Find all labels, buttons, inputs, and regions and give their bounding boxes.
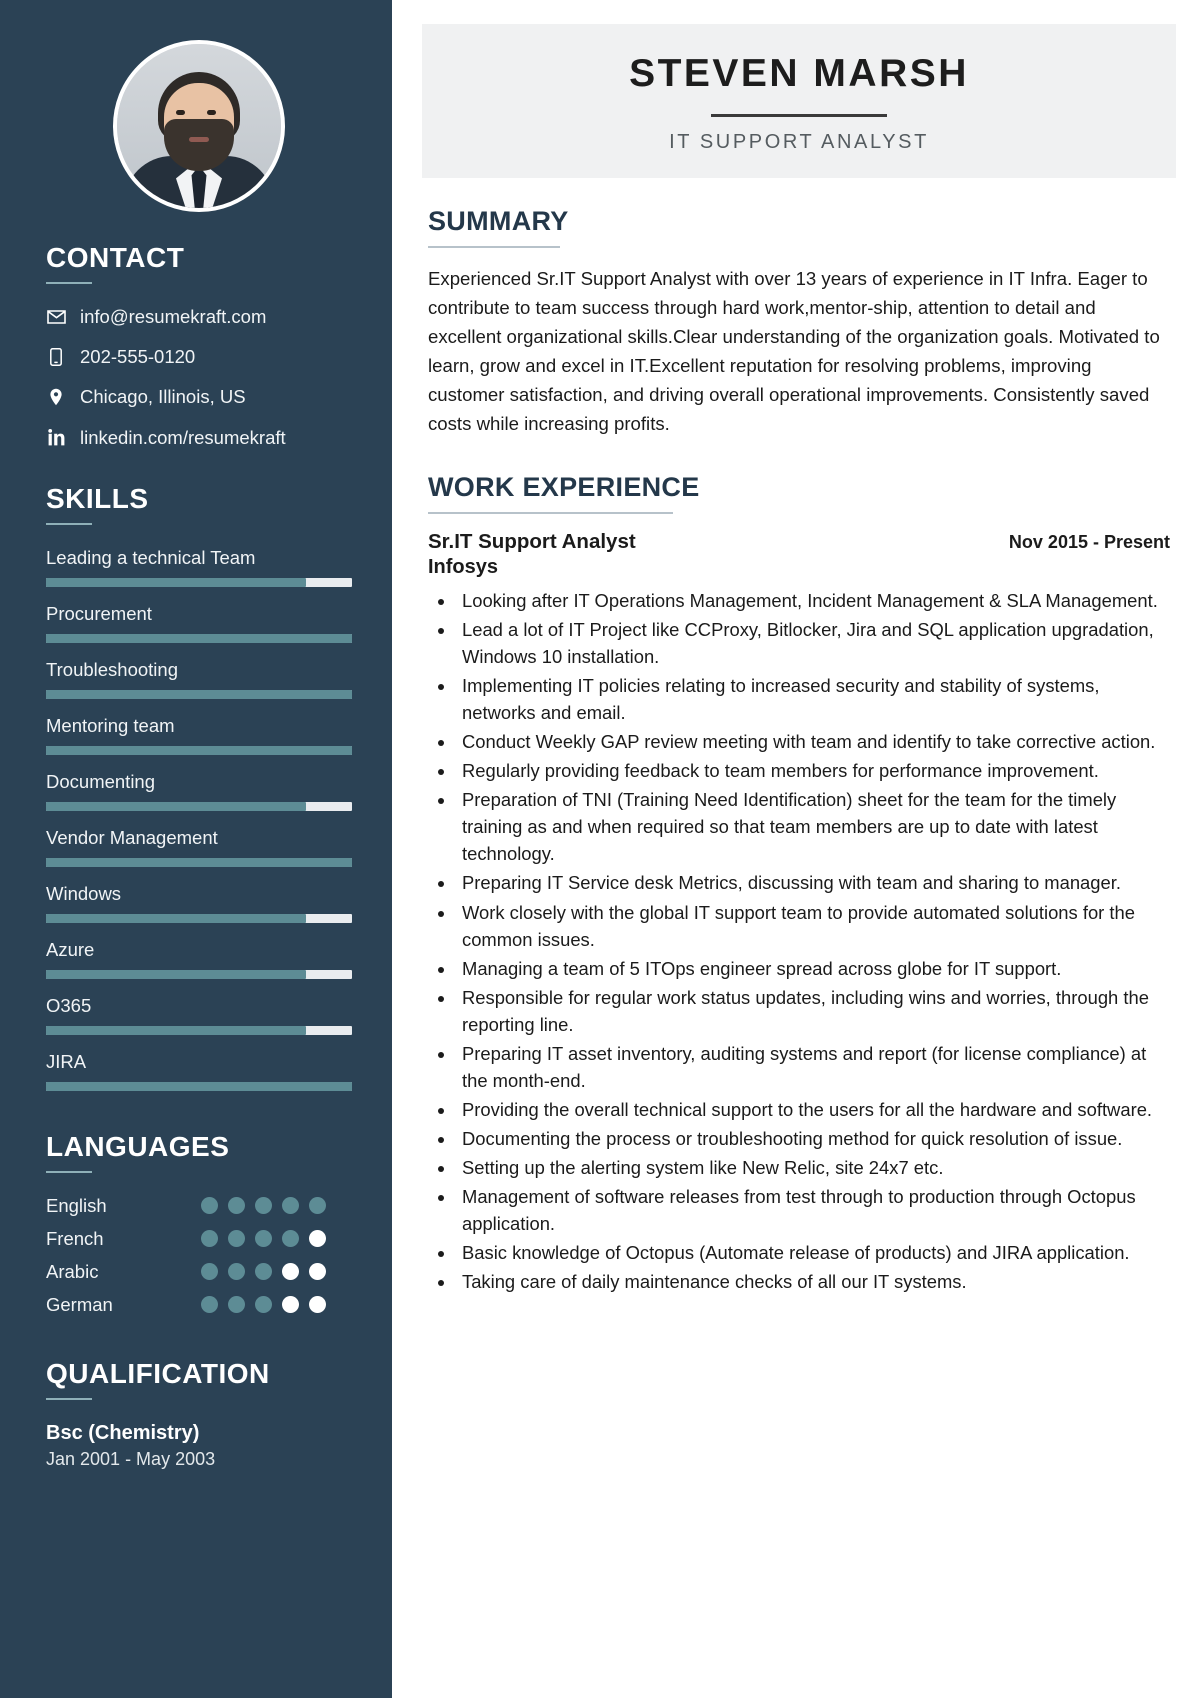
work-experience-heading: WORK EXPERIENCE bbox=[428, 472, 700, 502]
work-experience-heading-rule bbox=[428, 512, 673, 514]
contact-email-text: info@resumekraft.com bbox=[80, 306, 267, 327]
skill-bar-fill bbox=[46, 1026, 306, 1035]
languages-list bbox=[46, 1195, 352, 1316]
job-bullet: • Preparing IT asset inventory, auditing systems and report (for license compliance) at the month-end. bbox=[456, 1040, 1170, 1094]
language-level-dot bbox=[282, 1296, 299, 1313]
languages-section bbox=[0, 1131, 398, 1316]
skill-item bbox=[46, 715, 352, 755]
job-header bbox=[428, 530, 1170, 554]
contact-heading: CONTACT bbox=[46, 242, 185, 273]
skill-label: Procurement bbox=[46, 602, 152, 624]
language-level-dots bbox=[201, 1230, 326, 1247]
job-title-subtitle: IT SUPPORT ANALYST bbox=[669, 131, 929, 153]
qualification-heading: QUALIFICATION bbox=[46, 1357, 270, 1389]
skill-bar bbox=[46, 690, 352, 699]
job-role: Sr.IT Support Analyst bbox=[428, 530, 636, 553]
contact-item-phone[interactable] bbox=[46, 346, 352, 368]
skill-label: Vendor Management bbox=[46, 826, 218, 848]
language-level-dot bbox=[201, 1197, 218, 1214]
linkedin-icon bbox=[46, 429, 66, 446]
qualification-heading-rule bbox=[46, 1398, 92, 1400]
skill-bar-fill bbox=[46, 1082, 352, 1091]
skill-label: O365 bbox=[46, 994, 92, 1016]
job-bullet: • Conduct Weekly GAP review meeting with team and identify to take corrective action. bbox=[456, 728, 1170, 755]
language-level-dot bbox=[309, 1263, 326, 1280]
job-bullet: • Implementing IT policies relating to increased security and stability of systems, networks and email. bbox=[456, 672, 1170, 726]
language-level-dot bbox=[201, 1263, 218, 1280]
skill-item bbox=[46, 603, 352, 643]
language-level-dot bbox=[228, 1263, 245, 1280]
job-list bbox=[428, 530, 1170, 1295]
skill-bar-fill bbox=[46, 634, 352, 643]
qualification-dates: Jan 2001 - May 2003 bbox=[46, 1448, 216, 1469]
language-name: French bbox=[46, 1227, 104, 1249]
contact-item-linkedin[interactable] bbox=[46, 427, 352, 449]
name-divider bbox=[711, 114, 887, 117]
job-bullet: • Regularly providing feedback to team members for performance improvement. bbox=[456, 757, 1170, 784]
contact-heading-rule bbox=[46, 282, 92, 284]
language-level-dot bbox=[228, 1230, 245, 1247]
skills-heading-rule bbox=[46, 523, 92, 525]
skill-bar-fill bbox=[46, 690, 352, 699]
job-entry bbox=[428, 530, 1170, 1295]
contact-item-location[interactable] bbox=[46, 386, 352, 408]
phone-icon bbox=[46, 348, 66, 366]
job-bullet-list bbox=[456, 587, 1170, 1295]
skill-item bbox=[46, 827, 352, 867]
skill-item bbox=[46, 659, 352, 699]
language-level-dots bbox=[201, 1197, 326, 1214]
job-dates: Nov 2015 - Present bbox=[1008, 532, 1170, 552]
language-level-dot bbox=[309, 1296, 326, 1313]
job-bullet: • Managing a team of 5 ITOps engineer spread across globe for IT support. bbox=[456, 955, 1170, 982]
skill-label: Documenting bbox=[46, 770, 156, 792]
skill-bar bbox=[46, 1082, 352, 1091]
job-bullet: • Documenting the process or troubleshooting method for quick resolution of issue. bbox=[456, 1125, 1170, 1152]
language-level-dot bbox=[255, 1197, 272, 1214]
skill-bar bbox=[46, 970, 352, 979]
skill-bar bbox=[46, 578, 352, 587]
skill-bar-fill bbox=[46, 578, 306, 587]
language-item bbox=[46, 1294, 352, 1316]
job-bullet: • Lead a lot of IT Project like CCProxy, Bitlocker, Jira and SQL application upgradation, Windows 10 installation. bbox=[456, 616, 1170, 670]
page-title: STEVEN MARSH bbox=[629, 52, 969, 95]
skill-bar-fill bbox=[46, 746, 352, 755]
language-level-dot bbox=[228, 1197, 245, 1214]
skill-item bbox=[46, 883, 352, 923]
language-item bbox=[46, 1195, 352, 1217]
skill-label: Azure bbox=[46, 938, 95, 960]
skill-item bbox=[46, 547, 352, 587]
contact-phone-text: 202-555-0120 bbox=[80, 346, 196, 368]
contact-linkedin-text: linkedin.com/resumekraft bbox=[80, 426, 286, 448]
job-bullet: • Setting up the alerting system like New Relic, site 24x7 etc. bbox=[456, 1154, 1170, 1181]
summary-text: Experienced Sr.IT Support Analyst with over 13 years of experience in IT Infra. Eager to contribute to team success through hard work,mentor-ship, attention to detail and excellent organizational skills.Clear understanding of the organization goals. Motivated to learn, grow and excel in IT.Excellent reputation for resolving problems, improving customer satisfaction, and driving overall operational improvements. Consistently saved costs while increasing profits. bbox=[428, 268, 1160, 434]
contact-section bbox=[0, 242, 398, 449]
contact-location-text: Chicago, Illinois, US bbox=[80, 386, 246, 408]
skill-item bbox=[46, 1051, 352, 1091]
language-level-dot bbox=[201, 1230, 218, 1247]
skills-heading: SKILLS bbox=[46, 482, 149, 514]
skill-bar bbox=[46, 1026, 352, 1035]
avatar-container bbox=[0, 0, 398, 242]
language-level-dot bbox=[228, 1296, 245, 1313]
summary-section bbox=[428, 206, 1170, 438]
skill-bar bbox=[46, 634, 352, 643]
summary-heading: SUMMARY bbox=[428, 206, 569, 236]
contact-list bbox=[46, 306, 352, 449]
skill-bar-fill bbox=[46, 970, 306, 979]
job-company: Infosys bbox=[428, 556, 499, 578]
job-bullet: • Preparation of TNI (Training Need Identification) sheet for the team for the timely training as and when required so that team members are up to date with latest technology. bbox=[456, 786, 1170, 867]
job-bullet: • Responsible for regular work status updates, including wins and worries, through the reporting line. bbox=[456, 984, 1170, 1038]
language-name: Arabic bbox=[46, 1260, 99, 1282]
job-bullet: • Work closely with the global IT support team to provide automated solutions for the common issues. bbox=[456, 899, 1170, 953]
language-level-dots bbox=[201, 1296, 326, 1313]
language-level-dot bbox=[309, 1197, 326, 1214]
skill-bar bbox=[46, 746, 352, 755]
qualification-section bbox=[0, 1358, 398, 1470]
job-bullet: • Management of software releases from test through to production through Octopus application. bbox=[456, 1183, 1170, 1237]
skill-label: Windows bbox=[46, 882, 122, 904]
summary-heading-rule bbox=[428, 246, 560, 248]
job-bullet: • Basic knowledge of Octopus (Automate release of products) and JIRA application. bbox=[456, 1239, 1170, 1266]
job-bullet: • Preparing IT Service desk Metrics, discussing with team and sharing to manager. bbox=[456, 869, 1170, 896]
skill-item bbox=[46, 939, 352, 979]
language-item bbox=[46, 1228, 352, 1250]
skill-label: JIRA bbox=[46, 1050, 87, 1072]
skill-bar-fill bbox=[46, 914, 306, 923]
skill-bar-fill bbox=[46, 858, 352, 867]
skill-bar bbox=[46, 914, 352, 923]
skills-list bbox=[46, 547, 352, 1091]
skill-item bbox=[46, 995, 352, 1035]
job-bullet: • Looking after IT Operations Management, Incident Management & SLA Management. bbox=[456, 587, 1170, 614]
skill-item bbox=[46, 771, 352, 811]
language-level-dot bbox=[255, 1263, 272, 1280]
qualification-degree: Bsc (Chemistry) bbox=[46, 1421, 200, 1444]
language-name: German bbox=[46, 1293, 113, 1315]
language-level-dot bbox=[255, 1296, 272, 1313]
languages-heading-rule bbox=[46, 1171, 92, 1173]
main-content bbox=[398, 0, 1200, 1698]
language-level-dot bbox=[282, 1230, 299, 1247]
language-level-dot bbox=[201, 1296, 218, 1313]
job-bullet: • Providing the overall technical support to the users for all the hardware and software. bbox=[456, 1096, 1170, 1123]
skill-label: Mentoring team bbox=[46, 714, 175, 736]
language-level-dot bbox=[282, 1263, 299, 1280]
name-banner bbox=[422, 24, 1176, 178]
skill-bar-fill bbox=[46, 802, 306, 811]
skill-bar bbox=[46, 858, 352, 867]
job-bullet: • Taking care of daily maintenance checks of all our IT systems. bbox=[456, 1268, 1170, 1295]
avatar bbox=[113, 40, 285, 212]
main-body bbox=[398, 178, 1200, 1295]
contact-item-email[interactable] bbox=[46, 306, 352, 328]
location-pin-icon bbox=[46, 388, 66, 406]
language-level-dot bbox=[255, 1230, 272, 1247]
languages-heading: LANGUAGES bbox=[46, 1130, 230, 1162]
skills-section bbox=[0, 483, 398, 1091]
skill-bar bbox=[46, 802, 352, 811]
skill-label: Troubleshooting bbox=[46, 658, 178, 680]
sidebar bbox=[0, 0, 398, 1698]
language-item bbox=[46, 1261, 352, 1283]
work-experience-section bbox=[428, 472, 1170, 1295]
skill-label: Leading a technical Team bbox=[46, 546, 256, 568]
envelope-icon bbox=[46, 310, 66, 324]
language-name: English bbox=[46, 1194, 107, 1216]
language-level-dots bbox=[201, 1263, 326, 1280]
language-level-dot bbox=[282, 1197, 299, 1214]
language-level-dot bbox=[309, 1230, 326, 1247]
